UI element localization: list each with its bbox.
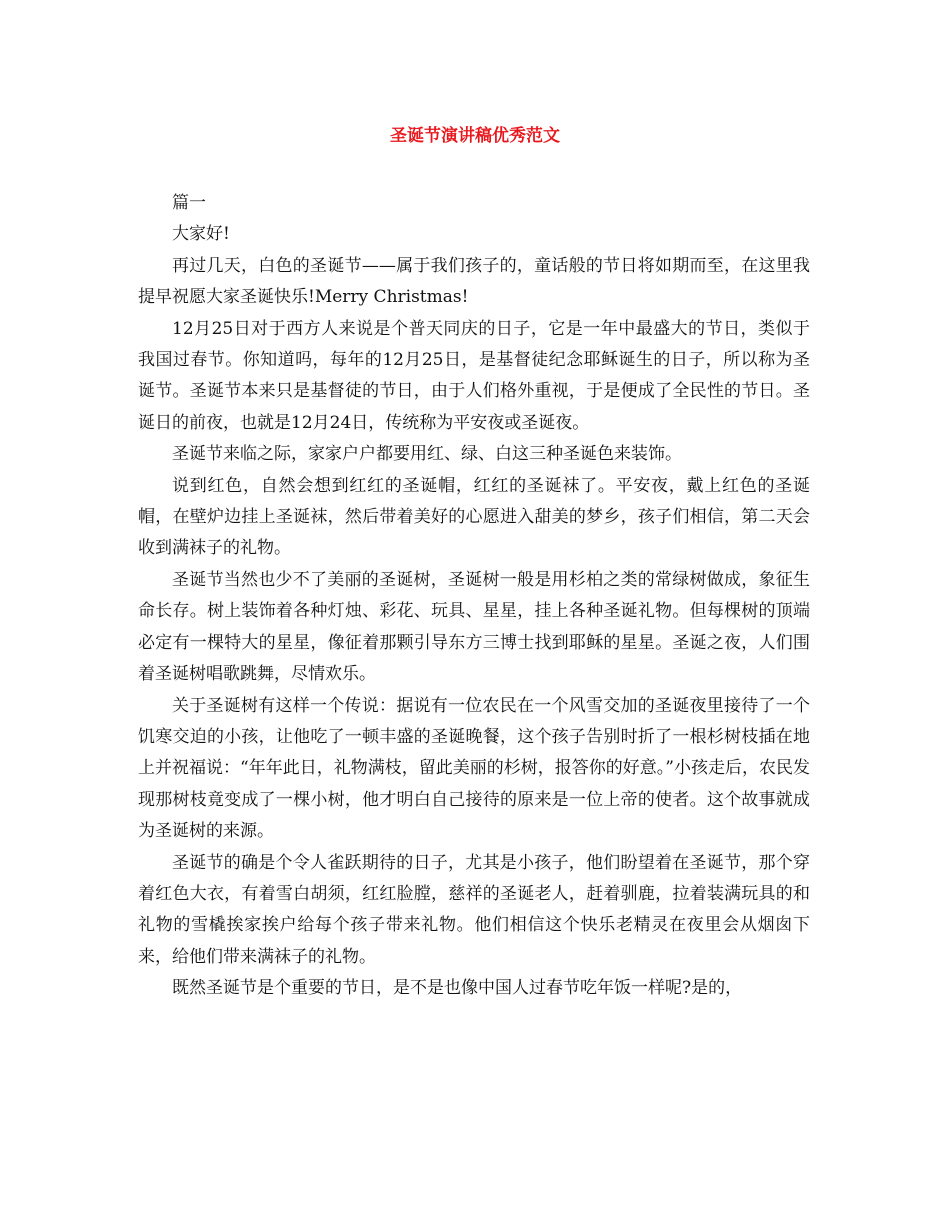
body-paragraph: 再过几天，白色的圣诞节——属于我们孩子的，童话般的节日将如期而至，在这里我提早祝愿大家圣诞快乐!Merry Christmas! [138,255,810,308]
body-paragraph: 说到红色，自然会想到红红的圣诞帽，红红的圣诞袜了。平安夜，戴上红色的圣诞帽，在壁炉边挂上圣诞袜，然后带着美好的心愿进入甜美的梦乡，孩子们相信，第二天会收到满袜子的礼物。 [138,475,810,559]
body-paragraph: 关于圣诞树有这样一个传说：据说有一位农民在一个风雪交加的圣诞夜里接待了一个饥寒交迫的小孩，让他吃了一顿丰盛的圣诞晚餐，这个孩子告别时折了一根杉树枝插在地上并祝福说：“年年此日，礼物满枝，留此美丽的杉树，报答你的好意。”小孩走后，农民发现那树枝竟变成了一棵小树，他才明白自己接待的原来是一位上帝的使者。这个故事就成为圣诞树的来源。 [138,695,810,842]
document-title: 圣诞节演讲稿优秀范文 [390,126,560,146]
body-paragraph: 圣诞节当然也少不了美丽的圣诞树，圣诞树一般是用杉柏之类的常绿树做成，象征生命长存。树上装饰着各种灯烛、彩花、玩具、星星，挂上各种圣诞礼物。但每棵树的顶端必定有一棵特大的星星，像征着那颗引导东方三博士找到耶稣的星星。圣诞之夜，人们围着圣诞树唱歌跳舞，尽情欢乐。 [138,569,810,685]
body-paragraph: 圣诞节来临之际，家家户户都要用红、绿、白这三种圣诞色来装饰。 [172,444,682,465]
body-paragraph: 圣诞节的确是个令人雀跃期待的日子，尤其是小孩子，他们盼望着在圣诞节，那个穿着红色大衣，有着雪白胡须，红红脸膛，慈祥的圣诞老人，赶着驯鹿，拉着装满玩具的和礼物的雪橇挨家挨户给每个孩子带来礼物。他们相信这个快乐老精灵在夜里会从烟囱下来，给他们带来满袜子的礼物。 [138,852,810,967]
section-heading: 篇一 [172,193,206,213]
greeting-paragraph: 大家好! [172,224,230,245]
document-body [138,188,810,1005]
body-paragraph: 12月25日对于西方人来说是个普天同庆的日子，它是一年中最盛大的节日，类似于我国过春节。你知道吗，每年的12月25日，是基督徒纪念耶稣诞生的日子，所以称为圣诞节。圣诞节本来只是基督徒的节日，由于人们格外重视，于是便成了全民性的节日。圣诞日的前夜，也就是12月24日，传统称为平安夜或圣诞夜。 [138,318,810,433]
body-paragraph: 既然圣诞节是个重要的节日，是不是也像中国人过春节吃年饭一样呢?是的， [172,978,743,999]
